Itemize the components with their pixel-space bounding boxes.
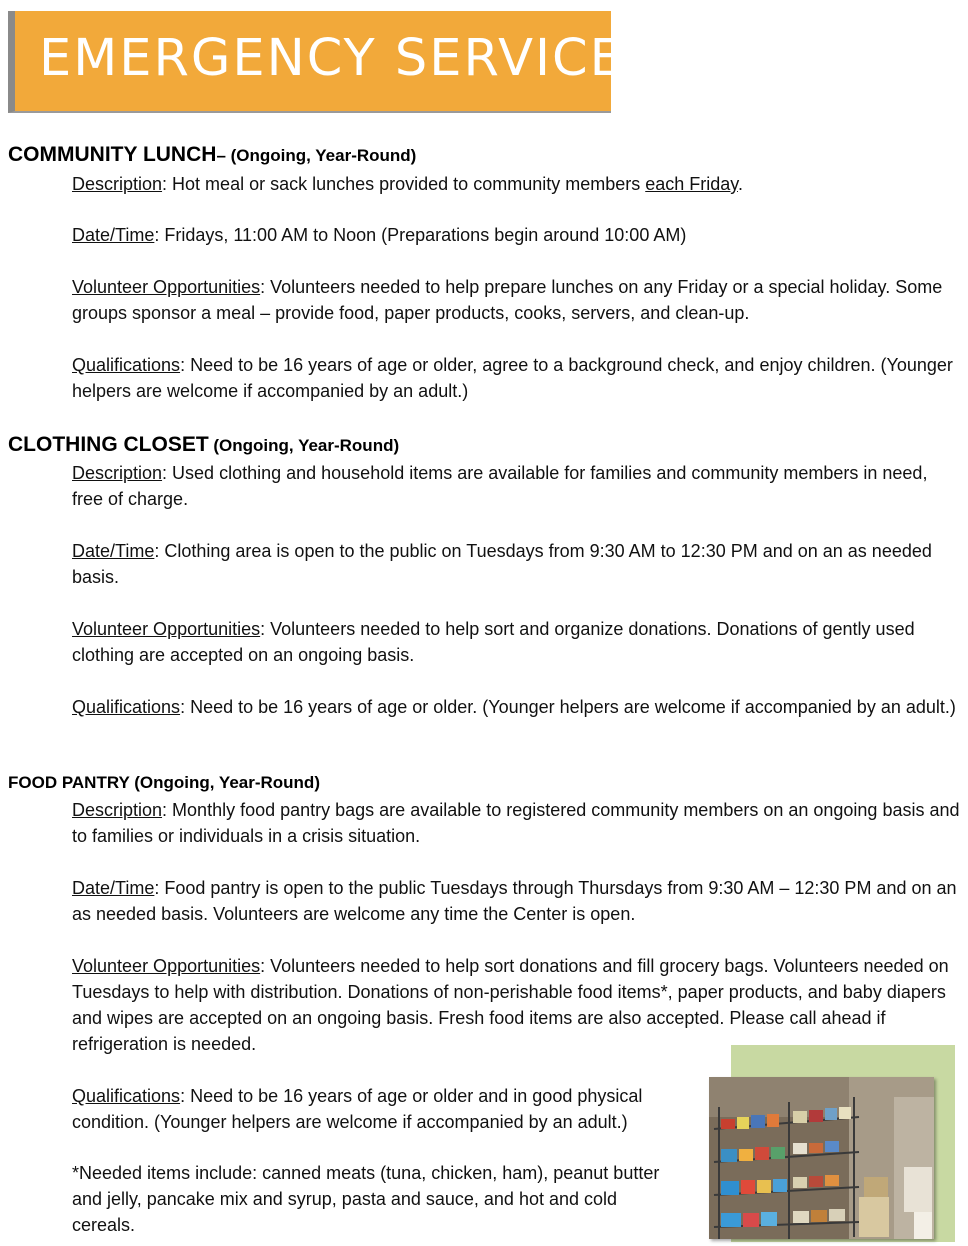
section-title-main: CLOTHING CLOSET <box>8 433 209 456</box>
page-title: EMERGENCY SERVICES <box>39 29 659 88</box>
volunteer-text: : Volunteers needed to help sort donations and fill grocery bags. Volunteers needed on Tuesdays to help with distribution. Donations of non-perishable food items*, paper products, and baby diapers and wipes are accepted on an ongoing basis. Fresh food items are also accepted. Please call ahead if refrigeration is needed. <box>72 956 949 1054</box>
qualifications-label: Qualifications <box>72 1086 181 1106</box>
description-text: : Monthly food pantry bags are available to registered community members on an ongoing basis and to families or individuals in a crisis situation. <box>72 800 960 846</box>
header-banner <box>8 11 659 113</box>
section-title-subtitle: – (Ongoing, Year-Round) <box>216 146 417 165</box>
qualifications-text: : Need to be 16 years of age or older. (Younger helpers are welcome if accompanied by an adult.) <box>180 697 956 717</box>
datetime-label: Date/Time <box>72 878 155 898</box>
lunch-description <box>72 171 962 197</box>
volunteer-text: : Volunteers needed to help sort and organize donations. Donations of gently used clothing are accepted on an ongoing basis. <box>72 619 915 665</box>
clothing-description <box>72 460 962 512</box>
description-text: : Used clothing and household items are available for families and community members in need, free of charge. <box>72 463 928 509</box>
lunch-volunteer <box>72 274 962 326</box>
food-pantry-shelves-illustration <box>709 1077 934 1239</box>
datetime-text: : Fridays, 11:00 AM to Noon (Preparations begin around 10:00 AM) <box>154 225 687 245</box>
description-emphasis: each Friday <box>645 174 738 194</box>
pantry-volunteer <box>72 953 962 1057</box>
pantry-description <box>72 797 962 849</box>
description-text: : Hot meal or sack lunches provided to community members <box>162 174 646 194</box>
datetime-label: Date/Time <box>72 225 155 245</box>
food-pantry-photo <box>709 1077 934 1239</box>
clothing-volunteer <box>72 616 962 668</box>
qualifications-label: Qualifications <box>72 355 181 375</box>
section-title-main: COMMUNITY LUNCH <box>8 143 217 166</box>
clothing-qualifications <box>72 694 962 720</box>
volunteer-text: : Volunteers needed to help prepare lunches on any Friday or a special holiday. Some groups sponsor a meal – provide food, paper products, cooks, servers, and clean-up. <box>72 277 943 323</box>
datetime-text: : Clothing area is open to the public on Tuesdays from 9:30 AM to 12:30 PM and on an as needed basis. <box>72 541 932 587</box>
volunteer-label: Volunteer Opportunities <box>72 277 261 297</box>
section-title-clothing-closet <box>8 433 399 457</box>
lunch-datetime <box>72 222 962 248</box>
description-end: . <box>737 174 743 194</box>
volunteer-label: Volunteer Opportunities <box>72 619 261 639</box>
qualifications-text: : Need to be 16 years of age or older and in good physical condition. (Younger helpers are welcome if accompanied by an adult.) <box>72 1086 643 1132</box>
qualifications-text: : Need to be 16 years of age or older, agree to a background check, and enjoy children. (Younger helpers are welcome if accompanied by an adult.) <box>72 355 953 401</box>
description-label: Description <box>72 174 163 194</box>
pantry-needed-items: *Needed items include: canned meats (tuna, chicken, ham), peanut butter and jelly, pancake mix and syrup, pasta and sauce, and hot and cold cereals. <box>72 1163 660 1235</box>
qualifications-label: Qualifications <box>72 697 181 717</box>
section-title-community-lunch <box>8 143 416 167</box>
datetime-label: Date/Time <box>72 541 155 561</box>
volunteer-label: Volunteer Opportunities <box>72 956 261 976</box>
clothing-datetime <box>72 538 962 590</box>
description-label: Description <box>72 463 163 483</box>
lunch-qualifications <box>72 352 962 404</box>
section-title-food-pantry: FOOD PANTRY (Ongoing, Year-Round) <box>8 773 320 792</box>
datetime-text: : Food pantry is open to the public Tuesdays through Thursdays from 9:30 AM – 12:30 PM and on an as needed basis. Volunteers are welcome any time the Center is open. <box>72 878 957 924</box>
description-label: Description <box>72 800 163 820</box>
pantry-datetime <box>72 875 962 927</box>
section-title-subtitle: (Ongoing, Year-Round) <box>208 436 400 455</box>
pantry-qualifications <box>72 1083 702 1135</box>
